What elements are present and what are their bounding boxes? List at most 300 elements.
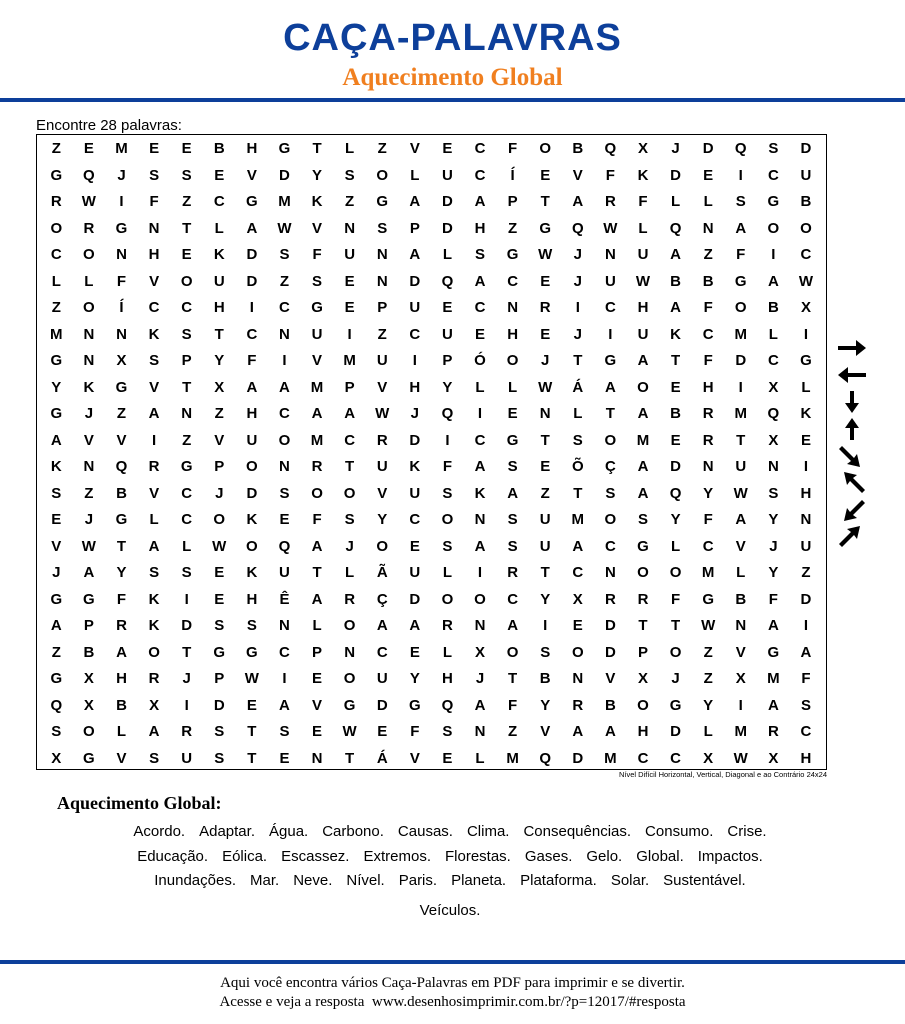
grid-cell: T (736, 431, 746, 449)
grid-cell: E (800, 431, 811, 449)
grid-cell: G (83, 590, 95, 608)
word-item: Gases. (524, 847, 573, 865)
grid-cell: S (214, 723, 225, 740)
grid-cell: U (376, 352, 388, 369)
grid-cell: V (116, 431, 127, 449)
grid-cell: T (670, 617, 681, 634)
grid-cell: K (213, 246, 225, 263)
grid-cell: I (249, 299, 254, 316)
grid-cell: V (605, 670, 616, 687)
grid-cell: Á (572, 378, 584, 396)
top-divider (0, 98, 905, 102)
grid-cell: N (800, 511, 812, 528)
word-item: Causas. (397, 823, 453, 840)
grid-cell: E (540, 325, 551, 343)
grid-cell: P (312, 643, 323, 661)
grid-cell: C (702, 537, 714, 555)
grid-cell: Z (377, 325, 387, 343)
grid-cell: S (442, 723, 453, 740)
grid-cell: Z (182, 431, 192, 449)
grid-cell: K (148, 590, 160, 608)
grid-cell: C (474, 166, 486, 184)
grid-cell: N (279, 325, 290, 343)
word-item: Água. (269, 823, 309, 840)
grid-cell: I (184, 590, 189, 608)
grid-cell: Q (767, 405, 780, 422)
grid-cell: G (767, 643, 780, 661)
grid-cell: C (800, 723, 812, 740)
grid-cell: P (344, 378, 355, 396)
grid-cell: A (604, 378, 616, 396)
grid-cell: J (671, 140, 680, 157)
up-left-arrow-icon (836, 471, 868, 495)
grid-cell: T (573, 352, 583, 369)
grid-cell: W (81, 193, 96, 210)
grid-cell: F (508, 140, 518, 157)
grid-cell: L (51, 272, 61, 290)
grid-cell: X (83, 696, 94, 714)
grid-cell: J (215, 484, 224, 502)
word-item: Mar. (250, 872, 280, 889)
direction-legend (836, 336, 876, 552)
grid-cell: C (767, 166, 779, 184)
grid-cell: Z (116, 405, 127, 422)
grid-cell: D (442, 193, 453, 210)
grid-cell: E (670, 431, 681, 449)
grid-cell: Í (119, 299, 124, 316)
word-list-title: Aquecimento Global: (57, 793, 222, 813)
grid-cell: K (148, 617, 160, 634)
grid-cell: S (507, 537, 518, 555)
grid-cell: B (572, 140, 584, 157)
grid-cell: S (572, 431, 583, 449)
grid-cell: W (244, 670, 259, 687)
grid-cell: Y (214, 352, 225, 369)
grid-cell: A (572, 537, 584, 555)
grid-cell: S (149, 749, 160, 767)
grid-cell: M (343, 352, 356, 369)
grid-cell: C (376, 643, 388, 661)
grid-cell: I (543, 617, 548, 634)
grid-cell: E (442, 299, 453, 316)
grid-cell: I (184, 696, 189, 714)
grid-cell: Q (539, 749, 552, 767)
grid-cell: A (474, 696, 486, 714)
grid-cell: H (637, 723, 649, 740)
grid-cell: S (507, 511, 518, 528)
grid-cell: E (540, 458, 551, 475)
grid-cell: Õ (571, 458, 584, 475)
grid-cell: F (312, 511, 322, 528)
grid-cell: L (312, 617, 322, 634)
grid-cell: X (83, 670, 94, 687)
grid-cell: B (670, 272, 681, 290)
grid-cell: O (343, 670, 356, 687)
grid-cell: I (282, 352, 287, 369)
grid-cell: D (572, 749, 584, 767)
word-item: Impactos. (697, 847, 763, 865)
grid-cell: S (475, 246, 486, 263)
grid-cell: T (345, 749, 355, 767)
right-arrow-icon (836, 336, 868, 360)
grid-cell: W (733, 484, 748, 502)
grid-cell: T (670, 352, 681, 369)
grid-cell: S (149, 352, 160, 369)
grid-cell: A (376, 617, 388, 634)
grid-cell: U (800, 166, 812, 184)
grid-cell: B (735, 590, 747, 608)
grid-cell: C (409, 325, 421, 343)
grid-cell: R (148, 458, 160, 475)
grid-cell: C (572, 564, 584, 581)
grid-cell: Y (703, 484, 714, 502)
grid-cell: T (312, 564, 322, 581)
grid-cell: J (475, 670, 485, 687)
grid-cell: X (768, 378, 779, 396)
grid-cell: N (702, 458, 714, 475)
grid-cell: V (246, 166, 257, 184)
grid-cell: N (116, 246, 127, 263)
grid-cell: G (50, 590, 63, 608)
grid-cell: V (83, 431, 94, 449)
grid-cell: F (312, 246, 322, 263)
grid-cell: R (442, 617, 453, 634)
grid-cell: K (311, 193, 323, 210)
grid-cell: C (670, 749, 681, 767)
grid-cell: C (604, 299, 616, 316)
grid-cell: O (246, 458, 258, 475)
grid-cell: R (572, 696, 584, 714)
grid-cell: A (116, 643, 127, 661)
grid-cell: J (345, 537, 354, 555)
down-arrow-icon (836, 390, 868, 414)
grid-cell: E (670, 378, 681, 396)
grid-cell: E (475, 325, 486, 343)
grid-cell: J (84, 405, 94, 422)
word-item: Neve. (293, 872, 333, 889)
grid-cell: Y (540, 696, 551, 714)
grid-cell: L (768, 325, 778, 343)
grid-cell: A (148, 537, 160, 555)
grid-cell: A (767, 272, 779, 290)
grid-cell: F (703, 352, 713, 369)
grid-cell: E (279, 511, 290, 528)
grid-cell: Q (278, 537, 291, 555)
grid-cell: P (377, 299, 388, 316)
grid-cell: O (767, 219, 780, 237)
grid-cell: G (50, 166, 63, 184)
grid-cell: D (442, 219, 453, 237)
grid-cell: N (376, 272, 388, 290)
word-list (30, 820, 870, 923)
grid-cell: J (541, 352, 550, 369)
grid-cell: T (214, 325, 224, 343)
grid-cell: S (214, 617, 225, 634)
grid-cell: M (604, 749, 617, 767)
grid-cell: S (344, 166, 355, 184)
grid-cell: Z (703, 246, 713, 263)
grid-cell: D (409, 431, 421, 449)
grid-cell: U (246, 431, 258, 449)
grid-cell: M (310, 431, 324, 449)
grid-cell: M (636, 431, 650, 449)
up-arrow-icon (836, 417, 868, 441)
down-left-arrow-icon (836, 498, 868, 522)
grid-cell: A (637, 458, 649, 475)
grid-cell: A (637, 405, 649, 422)
grid-cell: R (344, 590, 356, 608)
grid-cell: P (637, 643, 648, 661)
grid-cell: O (213, 511, 226, 528)
grid-cell: Z (51, 643, 61, 661)
footer-line-2: Acesse e veja a resposta www.desenhosimprimir.com.br/?p=12017/#resposta (219, 994, 686, 1010)
grid-cell: U (442, 166, 453, 184)
grid-cell: C (181, 484, 193, 502)
grid-cell: L (703, 723, 713, 740)
grid-cell: D (279, 166, 290, 184)
grid-cell: B (116, 696, 127, 714)
grid-cell: W (538, 246, 553, 263)
grid-cell: E (246, 696, 257, 714)
grid-cell: V (540, 723, 551, 740)
grid-cell: Ê (279, 590, 290, 608)
grid-cell: O (148, 643, 160, 661)
grid-cell: C (148, 299, 160, 316)
grid-cell: V (214, 431, 225, 449)
grid-cell: A (311, 405, 323, 422)
grid-cell: U (442, 325, 453, 343)
grid-cell: D (670, 458, 681, 475)
grid-cell: X (214, 378, 225, 396)
word-item: Consumo. (645, 823, 714, 840)
grid-cell: Q (734, 140, 747, 157)
grid-cell: H (409, 378, 421, 396)
grid-cell: O (83, 246, 95, 263)
grid-cell: G (115, 219, 128, 237)
grid-cell: M (734, 325, 748, 343)
grid-cell: P (214, 458, 225, 475)
grid-cell: V (149, 378, 160, 396)
grid-cell: L (475, 378, 485, 396)
grid-cell: A (572, 723, 584, 740)
grid-cell: R (637, 590, 649, 608)
grid-cell: R (507, 564, 519, 581)
grid-cell: H (246, 140, 258, 157)
word-item: Eólica. (222, 847, 268, 865)
grid-cell: C (767, 352, 779, 369)
grid-cell: J (84, 511, 94, 528)
grid-cell: Z (377, 140, 387, 157)
grid-cell: U (213, 272, 225, 290)
grid-cell: T (508, 670, 518, 687)
grid-cell: E (312, 670, 323, 687)
grid-cell: B (702, 272, 714, 290)
grid-cell: W (81, 537, 96, 555)
grid-cell: Y (670, 511, 681, 528)
grid-cell: L (442, 643, 452, 661)
grid-cell: R (702, 431, 714, 449)
grid-cell: R (604, 193, 616, 210)
grid-cell: K (246, 511, 258, 528)
grid-cell: S (279, 723, 290, 740)
footer-line-1: Aqui você encontra vários Caça-Palavras em PDF para imprimir e se divertir. (220, 975, 685, 991)
grid-cell: A (767, 617, 779, 634)
grid-cell: K (670, 325, 681, 343)
up-right-arrow-icon (836, 525, 868, 549)
grid-cell: E (703, 166, 714, 184)
grid-cell: G (376, 193, 389, 210)
grid-cell: L (508, 378, 518, 396)
grid-cell: R (539, 299, 551, 316)
grid-cell: G (800, 352, 812, 369)
grid-cell: N (83, 458, 95, 475)
grid-cell: R (767, 723, 779, 740)
grid-cell: E (507, 405, 518, 422)
grid-cell: Z (540, 484, 550, 502)
grid-cell: X (116, 352, 127, 369)
grid-cell: H (116, 670, 127, 687)
word-item: Consequências. (523, 823, 632, 840)
grid-cell: O (83, 723, 95, 740)
grid-cell: R (148, 670, 160, 687)
grid-cell: F (116, 272, 127, 290)
grid-cell: J (117, 166, 126, 184)
grid-cell: U (376, 670, 388, 687)
grid-cell: T (182, 643, 192, 661)
grid-cell: R (311, 458, 323, 475)
grid-cell: V (312, 352, 323, 369)
grid-cell: G (278, 140, 291, 157)
grid-cell: E (442, 749, 453, 767)
grid-cell: A (735, 511, 747, 528)
grid-cell: Í (510, 166, 515, 184)
grid-cell: A (670, 299, 681, 316)
grid-cell: U (409, 299, 421, 316)
grid-cell: G (246, 643, 258, 661)
word-item: Clima. (466, 823, 510, 840)
grid-cell: G (539, 219, 552, 237)
grid-cell: Q (115, 458, 128, 475)
grid-cell: C (279, 643, 290, 661)
grid-cell: N (572, 670, 584, 687)
grid-cell: S (377, 219, 388, 237)
grid-cell: Q (571, 219, 584, 237)
grid-cell: G (83, 749, 95, 767)
grid-cell: T (247, 723, 257, 740)
grid-cell: V (149, 272, 160, 290)
grid-cell: A (800, 643, 812, 661)
grid-cell: L (84, 272, 94, 290)
grid-cell: A (670, 246, 681, 263)
grid-cell: T (182, 378, 192, 396)
grid-cell: S (507, 458, 518, 475)
grid-cell: Z (51, 140, 61, 157)
grid-cell: Q (50, 696, 63, 714)
grid-cell: Y (377, 511, 388, 528)
grid-cell: R (181, 723, 193, 740)
grid-cell: I (803, 458, 809, 475)
grid-cell: C (279, 299, 290, 316)
grid-cell: D (246, 246, 258, 263)
grid-cell: I (119, 193, 124, 210)
grid-cell: O (604, 511, 617, 528)
grid-cell: O (637, 378, 649, 396)
grid-cell: I (738, 696, 743, 714)
grid-cell: A (409, 193, 421, 210)
grid-cell: D (604, 643, 616, 661)
grid-cell: S (279, 246, 290, 263)
grid-cell: L (182, 537, 192, 555)
grid-cell: O (278, 431, 291, 449)
grid-cell: E (377, 723, 388, 740)
grid-cell: E (83, 140, 94, 157)
grid-cell: W (635, 272, 651, 290)
grid-cell: J (410, 405, 419, 422)
grid-cell: N (474, 511, 486, 528)
word-list-row (30, 845, 870, 870)
grid-cell: V (116, 749, 127, 767)
grid-cell: D (246, 272, 258, 290)
grid-cell: U (409, 564, 421, 581)
word-item: Veículos. (419, 901, 481, 919)
grid-cell: N (604, 246, 616, 263)
grid-cell: L (475, 749, 485, 767)
grid-cell: T (638, 617, 648, 634)
word-item: Paris. (398, 872, 438, 889)
grid-cell: O (669, 564, 682, 581)
grid-cell: K (637, 166, 649, 184)
grid-cell: I (347, 325, 352, 343)
grid-cell: D (604, 617, 616, 634)
grid-cell: N (344, 643, 356, 661)
grid-cell: S (181, 325, 192, 343)
grid-cell: L (638, 219, 648, 237)
grid-cell: Z (345, 193, 355, 210)
grid-cell: V (377, 484, 388, 502)
grid-cell: Ç (376, 590, 388, 608)
grid-cell: N (702, 219, 714, 237)
grid-cell: S (51, 723, 62, 740)
grid-cell: D (213, 696, 225, 714)
grid-cell: Z (51, 299, 61, 316)
grid-cell: M (571, 511, 585, 528)
bottom-divider (0, 960, 905, 964)
grid-cell: C (474, 140, 486, 157)
grid-cell: G (734, 272, 747, 290)
word-list-row (30, 899, 870, 924)
grid-cell: D (246, 484, 258, 502)
grid-cell: C (344, 431, 356, 449)
grid-cell: M (701, 564, 715, 581)
grid-cell: S (149, 166, 160, 184)
grid-cell: D (735, 352, 747, 369)
grid-cell: L (410, 166, 420, 184)
grid-cell: R (50, 193, 62, 210)
grid-cell: O (669, 643, 682, 661)
grid-cell: M (50, 325, 63, 343)
grid-cell: L (736, 564, 746, 581)
grid-cell: M (310, 378, 324, 396)
grid-cell: V (312, 219, 323, 237)
left-arrow-icon (836, 363, 868, 387)
grid-cell: T (312, 140, 322, 157)
grid-cell: J (671, 670, 680, 687)
word-item: Solar. (610, 872, 650, 889)
grid-cell: Z (508, 219, 518, 237)
grid-cell: C (800, 246, 812, 263)
grid-cell: L (345, 140, 355, 157)
grid-cell: N (604, 564, 616, 581)
